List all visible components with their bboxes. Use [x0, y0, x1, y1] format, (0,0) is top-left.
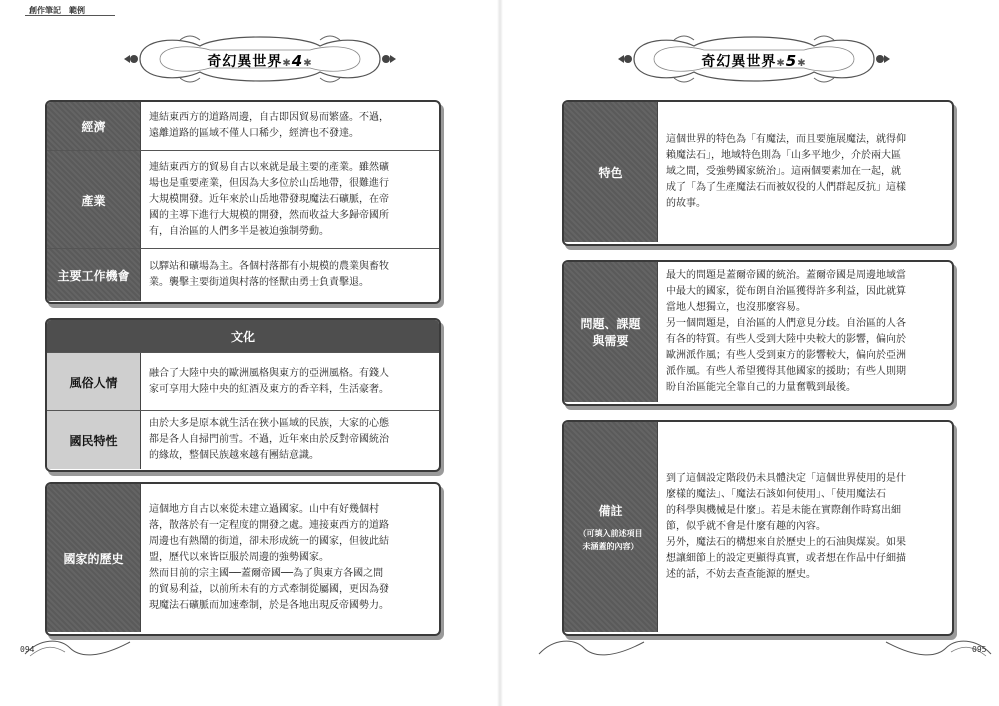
star-icon: ✱: [776, 58, 786, 69]
row-text: 這個世界的特色為「有魔法，而且要施展魔法，就得仰 賴魔法石」，地域特色則為「山多平地少，介於兩大區 域之間，受強勢國家統治」。這兩個要素加在一起，就 成了「為了生產魔法石而被奴役的人們群起反抗」這樣 的故事。: [666, 134, 906, 209]
star-icon: ✱: [282, 58, 292, 69]
issues-box: [562, 260, 954, 406]
row-label: 產業: [47, 151, 141, 249]
book-spine: [497, 0, 503, 706]
star-icon: ✱: [797, 58, 807, 69]
economy-box: [45, 100, 441, 304]
title-banner: [614, 28, 894, 90]
row-text: 以驛站和礦場為主。各個村落都有小規模的農業與畜牧 業。襲擊主要街道與村落的怪獸由勇士負責擊退。: [149, 261, 389, 288]
title-banner: [120, 28, 400, 90]
row-text: 連結東西方的貿易自古以來就是最主要的產業。雖然礦 場也是重要產業，但因為大多位於山岳地帶，很難進行 大規模開發。近年來於山岳地帶發現魔法石礦脈，在帝 國的主導下進行大規模的開發，然而收益大多歸帝國所 有，自治區的人們多半是被迫強制勞動。: [149, 162, 389, 237]
history-box: [45, 482, 441, 636]
features-box: [562, 100, 954, 246]
table-row: [564, 262, 952, 402]
banner-title: [120, 51, 400, 71]
row-text: 由於大多是原本就生活在狹小區域的民族，大家的心態 都是各人自掃門前雪。不過，近年來由於反對帝國統治 的緣故，整個民族越來越有團結意識。: [149, 418, 389, 461]
row-text: 到了這個設定階段仍未具體決定「這個世界使用的是什 麼樣的魔法」、「魔法石該如何使用」、「使用魔法石 的科學與機械是什麼」。若是未能在實際創作時寫出細 節，似乎就不會是什麼有趣的內容。 另外，魔法石的構想來自於歷史上的石油與煤炭。如果 想讓細節上的設定更顯得真實，或者想在作品中仔細描 述的話，不妨去查查能源的歷史。: [666, 473, 906, 580]
corner-flourish-icon: [20, 634, 140, 660]
row-label: 特色: [564, 102, 658, 242]
left-page: [20, 0, 495, 706]
running-head-rule: [25, 15, 115, 16]
row-text: 連結東西方的道路周邊，自古即因貿易而繁盛。不過， 遠離道路的區域不僅人口稀少，經濟也不發達。: [149, 112, 389, 139]
row-label: 風俗人情: [47, 353, 141, 411]
table-row: [47, 410, 439, 469]
row-label: [564, 262, 658, 402]
row-label: 主要工作機會: [47, 249, 141, 301]
banner-number: 5: [785, 52, 798, 70]
table-row: [47, 484, 439, 632]
table-row: [47, 248, 439, 301]
running-head: 創作筆記 範例: [29, 6, 85, 15]
row-label: [564, 422, 658, 632]
table-row: [47, 102, 439, 150]
page-number: 094: [20, 645, 35, 654]
row-text: 融合了大陸中央的歐洲風格與東方的亞洲風格。有錢人 家可享用大陸中央的紅酒及東方的香辛料，生活豪奢。: [149, 368, 389, 395]
row-sublabel: （可填入前述項目 未涵蓋的內容）: [578, 528, 643, 551]
banner-title-text: 奇幻異世界: [207, 54, 283, 70]
row-label-text: 備註: [598, 503, 623, 518]
table-row: [564, 102, 952, 242]
row-text: 這個地方自古以來從未建立過國家。山中有好幾個村 落，散落於有一定程度的開發之處。連接東西方的道路 周邊也有熱鬧的街道，卻未形成統一的國家，但彼此結 盟，歷代以來皆臣服於周邊的強勢國家。 然而目前的宗主國──蓋爾帝國──為了與東方各國之間 的貿易利益，以前所未有的方式牽制從屬國，更因為發 現魔法石礦脈而加速牽制，於是各地出現反帝國勢力。: [149, 504, 389, 611]
section-header: 文化: [47, 320, 439, 353]
star-icon: ✱: [303, 58, 313, 69]
banner-number: 4: [291, 52, 304, 70]
row-label: 國民特性: [47, 411, 141, 469]
row-label: 經濟: [47, 102, 141, 150]
notes-box: [562, 420, 954, 636]
table-row: [564, 422, 952, 632]
table-row: [47, 352, 439, 411]
banner-title-text: 奇幻異世界: [701, 54, 777, 70]
table-row: [47, 150, 439, 249]
page-number: 095: [972, 645, 987, 654]
right-page: [524, 0, 994, 706]
culture-box: [45, 318, 441, 472]
corner-flourish-icon: [534, 634, 654, 660]
row-text: 最大的問題是蓋爾帝國的統治。蓋爾帝國是周邊地域當 中最大的國家，從布朗自治區獲得許多利益，因此就算 當地人想獨立，也沒那麼容易。 另一個問題是，自治區的人們意見分歧。自治區的人各 有各的特質。有些人受到大陸中央較大的影響，偏向於 歐洲派作風；有些人受到東方的影響較大，偏向於亞洲 派作風。有些人希望獲得其他國家的援助；有些人則期 盼自治區能完全靠自己的力量奮戰到最後。: [666, 270, 906, 393]
row-label-text: 問題、課題 與需要: [580, 317, 641, 348]
row-label: 國家的歷史: [47, 484, 141, 632]
banner-title: [614, 51, 894, 71]
